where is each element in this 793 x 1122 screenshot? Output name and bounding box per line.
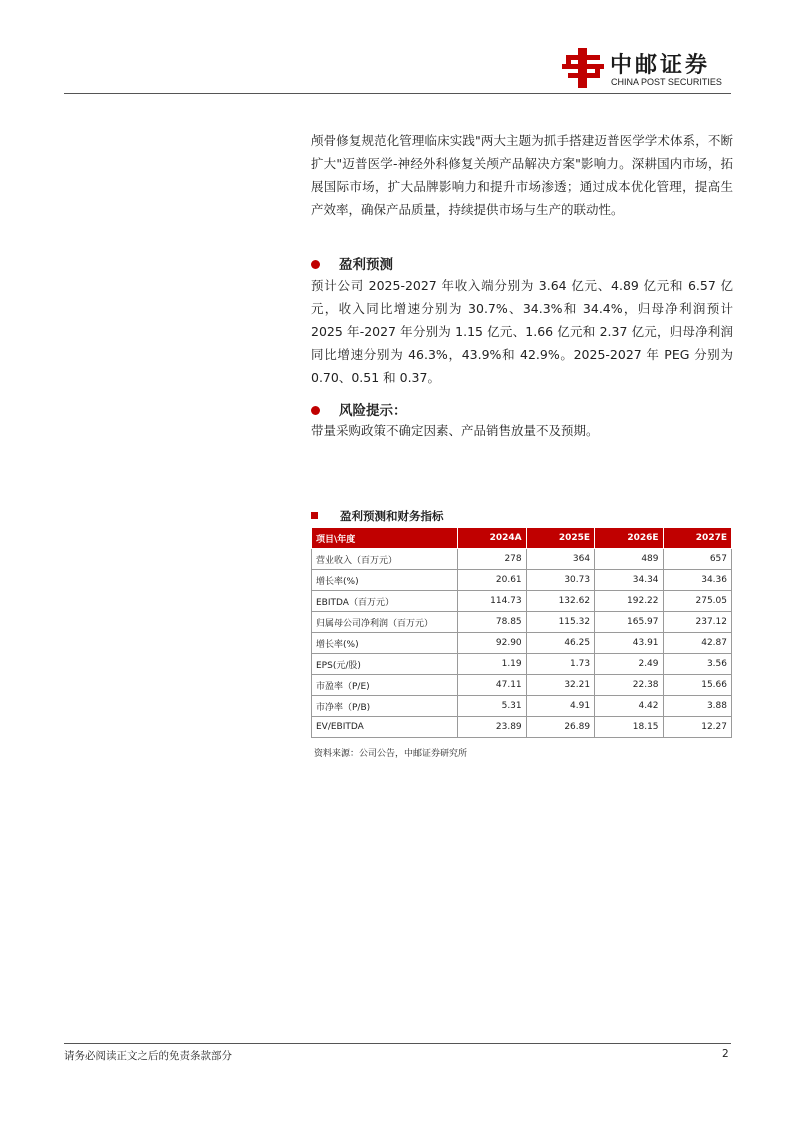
table-cell: 34.34 <box>595 570 663 591</box>
table-cell: 278 <box>458 549 526 570</box>
page-number: 2 <box>722 1048 729 1060</box>
table-cell: 46.25 <box>526 633 594 654</box>
table-cell: 26.89 <box>526 717 594 738</box>
table-source-note: 资料来源：公司公告，中邮证券研究所 <box>314 749 468 759</box>
footer-disclaimer: 请务必阅读正文之后的免责条款部分 <box>64 1050 232 1062</box>
table-cell: 165.97 <box>595 612 663 633</box>
table-cell: 237.12 <box>663 612 731 633</box>
header-cell: 2026E <box>595 528 663 549</box>
bullet-dot-icon <box>311 260 320 269</box>
table-cell: 15.66 <box>663 675 731 696</box>
table-cell: 47.11 <box>458 675 526 696</box>
forecast-title: 盈利预测 <box>339 257 393 273</box>
table-cell: 18.15 <box>595 717 663 738</box>
table-cell: 22.38 <box>595 675 663 696</box>
header-cell: 2027E <box>663 528 731 549</box>
row-label: 增长率(%) <box>312 633 458 654</box>
table-cell: 132.62 <box>526 591 594 612</box>
header-cell: 项目\年度 <box>312 528 458 549</box>
table-row <box>312 633 732 654</box>
table-row <box>312 654 732 675</box>
table-row <box>312 612 732 633</box>
table-cell: 489 <box>595 549 663 570</box>
table-cell: 3.56 <box>663 654 731 675</box>
logo-english-name: CHINA POST SECURITIES <box>611 77 722 87</box>
table-row <box>312 675 732 696</box>
table-header-row <box>312 528 732 549</box>
row-label: EV/EBITDA <box>312 717 458 738</box>
row-label: 增长率(%) <box>312 570 458 591</box>
table-cell: 12.27 <box>663 717 731 738</box>
square-bullet-icon <box>311 512 318 519</box>
table-row <box>312 717 732 738</box>
table-cell: 2.49 <box>595 654 663 675</box>
table-row <box>312 696 732 717</box>
table-row <box>312 549 732 570</box>
risk-title: 风险提示： <box>339 403 407 419</box>
table-cell: 4.42 <box>595 696 663 717</box>
table-cell: 30.73 <box>526 570 594 591</box>
table-cell: 32.21 <box>526 675 594 696</box>
table-row <box>312 570 732 591</box>
table-cell: 657 <box>663 549 731 570</box>
table-cell: 1.19 <box>458 654 526 675</box>
logo-chinese-name: 中邮证券 <box>610 53 711 78</box>
table-cell: 1.73 <box>526 654 594 675</box>
intro-paragraph: 颅骨修复规范化管理临床实践"两大主题为抓手搭建迈普医学学术体系，不断扩大"迈普医学-神经外科修复关颅产品解决方案"影响力。深耕国内市场，拓展国际市场，扩大品牌影响力和提升市场渗透；通过成本优化管理，提高生产效率，确保产品质量，持续提供市场与生产的联动性。 <box>311 133 733 217</box>
table-cell: 5.31 <box>458 696 526 717</box>
table-cell: 192.22 <box>595 591 663 612</box>
table-cell: 114.73 <box>458 591 526 612</box>
row-label: 归属母公司净利润（百万元） <box>312 612 458 633</box>
china-post-logo-icon <box>562 48 604 88</box>
row-label: 营业收入（百万元） <box>312 549 458 570</box>
table-cell: 4.91 <box>526 696 594 717</box>
row-label: EPS(元/股) <box>312 654 458 675</box>
table-title: 盈利预测和财务指标 <box>340 509 444 523</box>
header-cell: 2025E <box>526 528 594 549</box>
table-cell: 92.90 <box>458 633 526 654</box>
table-row <box>312 591 732 612</box>
financial-forecast-table <box>311 527 732 738</box>
table-cell: 43.91 <box>595 633 663 654</box>
table-cell: 34.36 <box>663 570 731 591</box>
bullet-dot-icon <box>311 406 320 415</box>
table-cell: 364 <box>526 549 594 570</box>
table-cell: 42.87 <box>663 633 731 654</box>
row-label: 市净率（P/B) <box>312 696 458 717</box>
table-cell: 20.61 <box>458 570 526 591</box>
risk-paragraph: 带量采购政策不确定因素、产品销售放量不及预期。 <box>311 423 599 438</box>
table-cell: 78.85 <box>458 612 526 633</box>
row-label: EBITDA（百万元） <box>312 591 458 612</box>
table-cell: 115.32 <box>526 612 594 633</box>
footer-divider <box>64 1043 731 1044</box>
table-cell: 23.89 <box>458 717 526 738</box>
header-cell: 2024A <box>458 528 526 549</box>
table-cell: 275.05 <box>663 591 731 612</box>
table-cell: 3.88 <box>663 696 731 717</box>
forecast-paragraph: 预计公司 2025-2027 年收入端分别为 3.64 亿元、4.89 亿元和 6.57 亿元，收入同比增速分别为 30.7%、34.3%和 34.4%，归母净利润预计 2025 年-2027 年分别为 1.15 亿元、1.66 亿元和 2.37 亿元，归母净利润同比增速分别为 46.3%，43.9%和 42.9%。2025-2027 年 PEG 分别为 0.70、0.51 和 0.37。 <box>311 278 733 385</box>
row-label: 市盈率（P/E) <box>312 675 458 696</box>
header-divider <box>64 93 731 94</box>
